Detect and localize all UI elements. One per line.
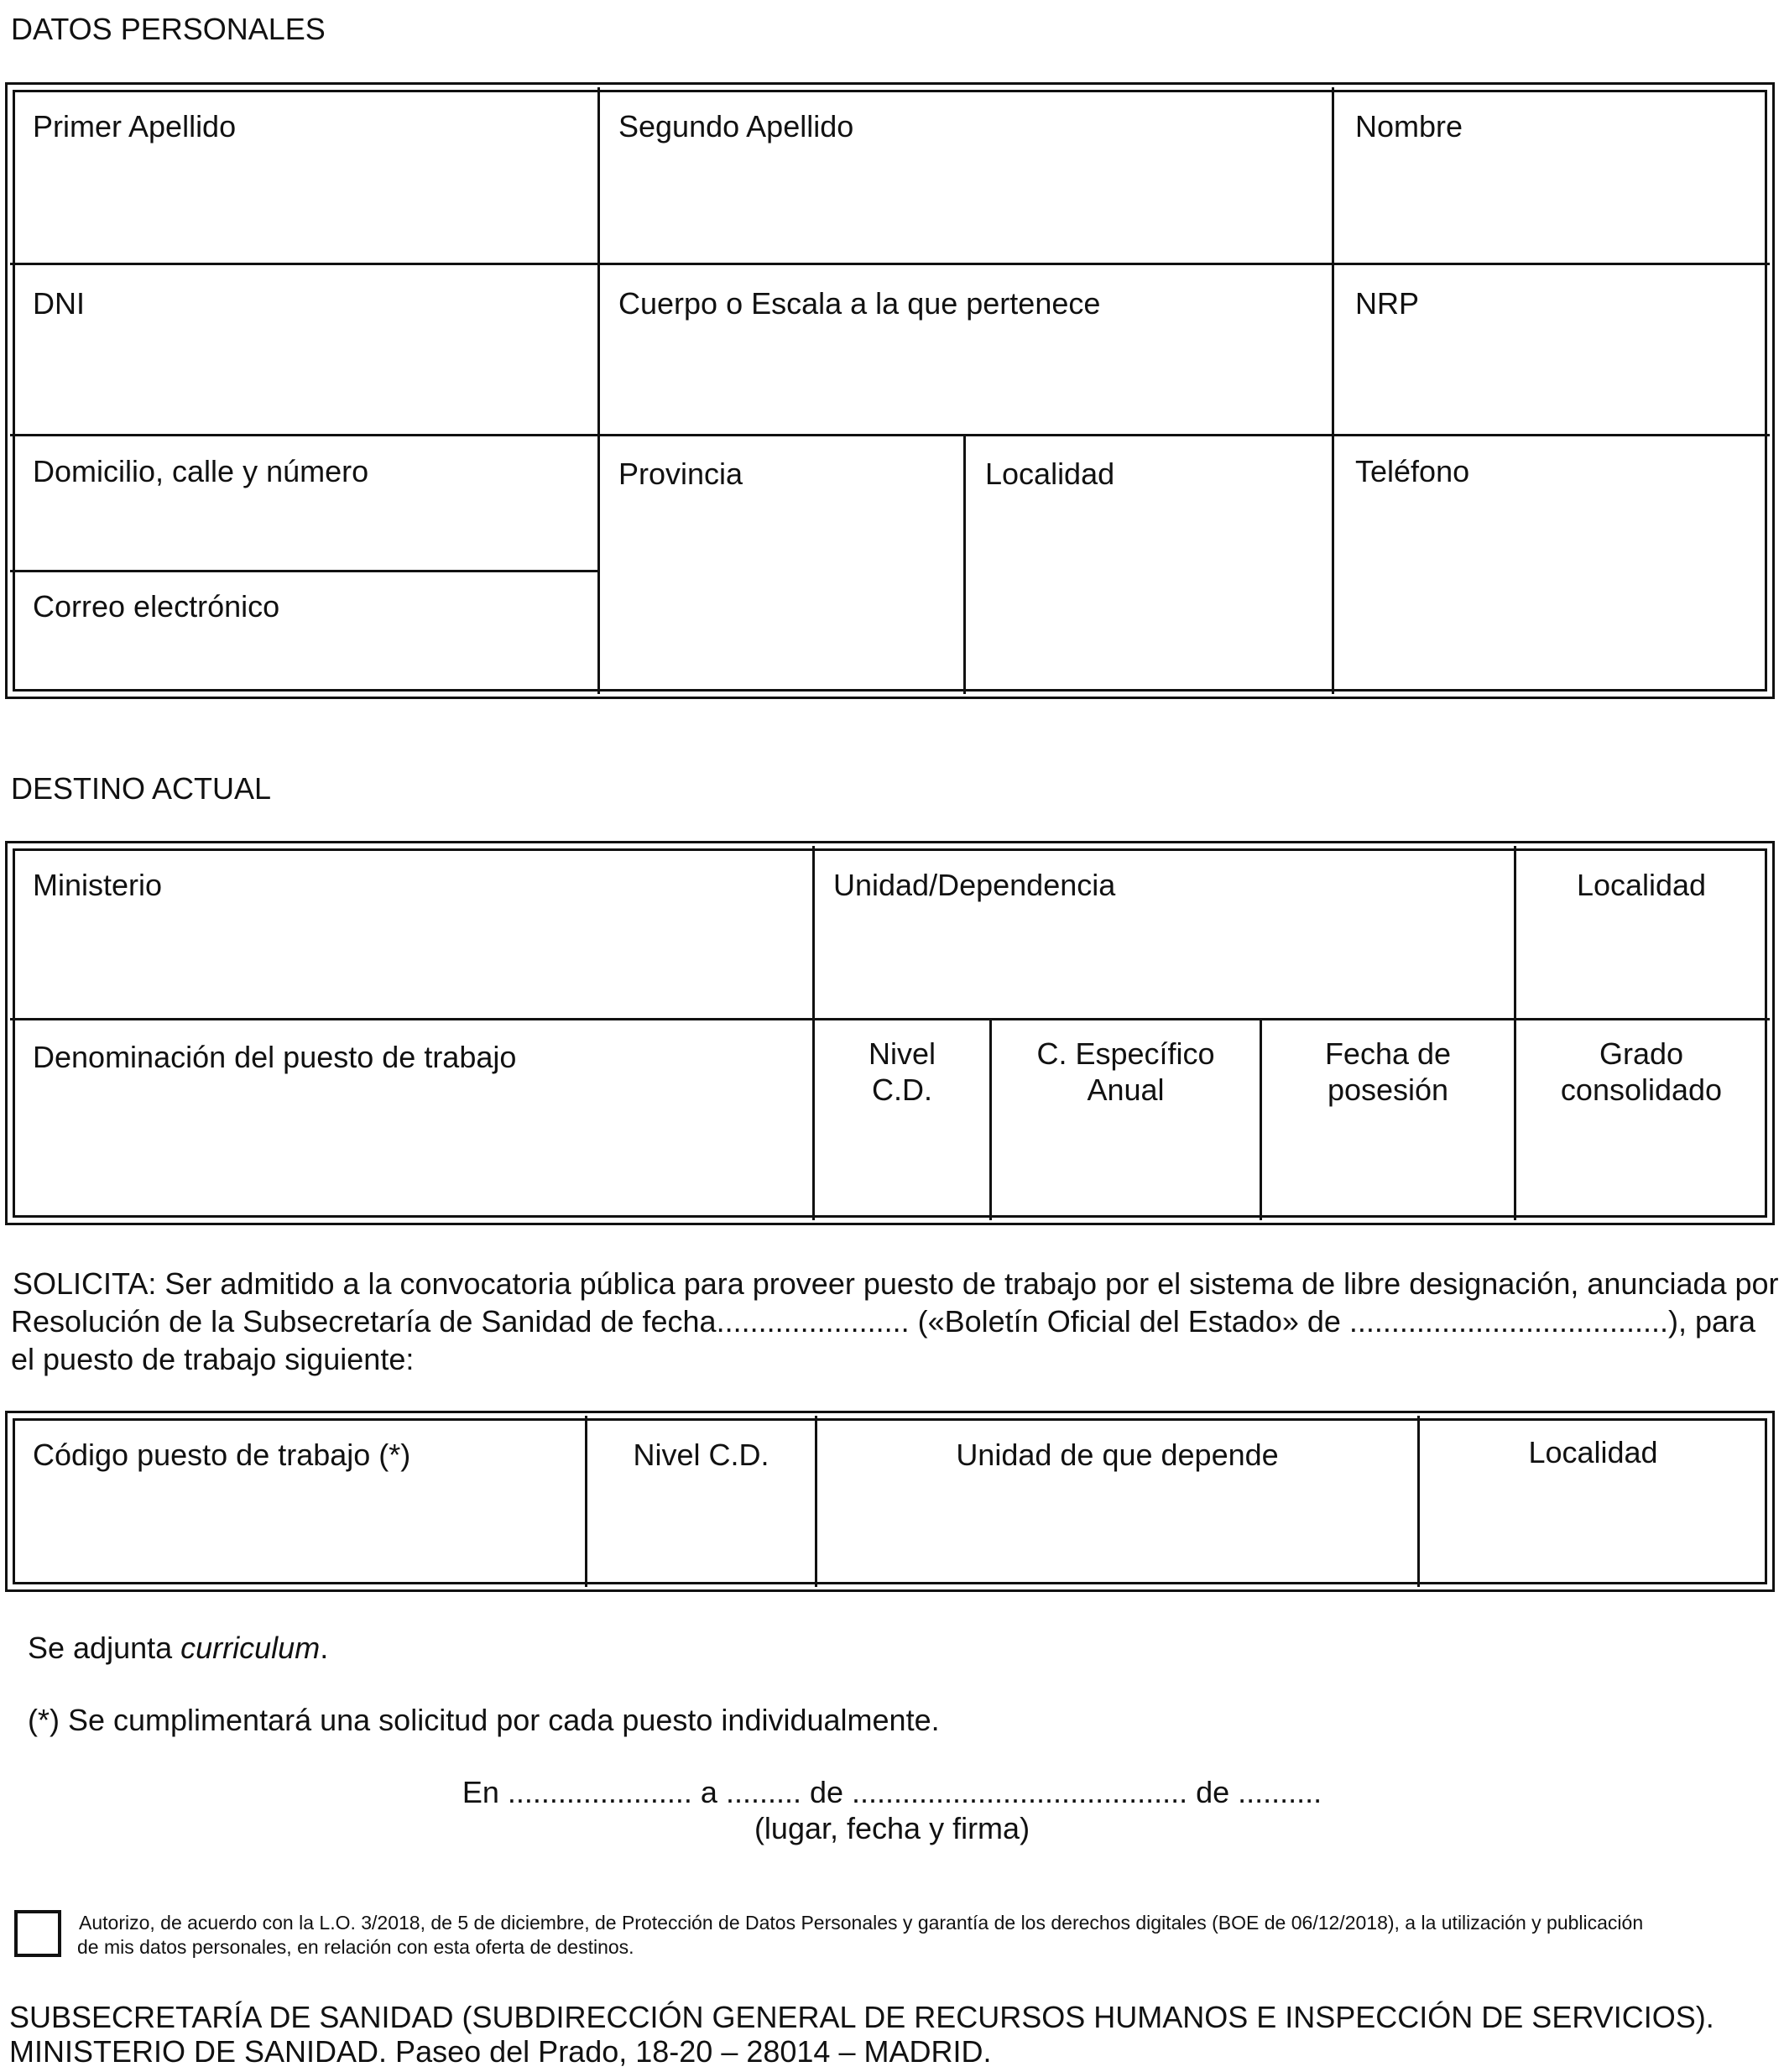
segundo-apellido-label: Segundo Apellido (618, 109, 854, 144)
cuerpo-escala-label: Cuerpo o Escala a la que pertenece (618, 286, 1101, 321)
nivel-label-line2: C.D. (872, 1073, 932, 1107)
localidad-label: Localidad (985, 457, 1115, 491)
codigo-puesto-label: Código puesto de trabajo (*) (33, 1438, 411, 1472)
datos-personales-heading: DATOS PERSONALES (11, 12, 326, 46)
nombre-label: Nombre (1355, 109, 1463, 144)
domicilio-label: Domicilio, calle y número (33, 454, 369, 488)
consent-checkbox[interactable] (14, 1910, 61, 1957)
puesto-localidad-label: Localidad (1528, 1435, 1658, 1469)
solicita-line1: SOLICITA: Ser admitido a la convocatoria pública para proveer puesto de trabajo por el sistema de libre designación, anunciada por (13, 1266, 1779, 1301)
dni-field[interactable] (13, 265, 597, 434)
lugar-fecha-firma-caption: (lugar, fecha y firma) (754, 1811, 1030, 1845)
footer-line1: SUBSECRETARÍA DE SANIDAD (SUBDIRECCIÓN GENERAL DE RECURSOS HUMANOS E INSPECCIÓN DE SERVICIOS). (9, 2000, 1714, 2034)
puesto-nivel-cd-label: Nivel C.D. (633, 1438, 769, 1472)
adjunta-curriculum-note: Se adjunta curriculum. (28, 1631, 329, 1665)
consent-text-line2: de mis datos personales, en relación con esta oferta de destinos. (77, 1936, 634, 1958)
solicita-line2: Resolución de la Subsecretaría de Sanidad de fecha....................... («Boletín Oficial del Estado» de ......................................), para (11, 1304, 1756, 1339)
nrp-label: NRP (1355, 286, 1420, 321)
ministerio-label: Ministerio (33, 868, 163, 902)
fecha-label-line1: Fecha de (1324, 1036, 1452, 1071)
solicita-line3: el puesto de trabajo siguiente: (11, 1342, 415, 1376)
unidad-dependencia-label: Unidad/Dependencia (833, 868, 1116, 902)
lugar-fecha-line: En ...................... a ......... de ........................................ de .......... (462, 1775, 1322, 1809)
grado-label-line1: Grado (1599, 1036, 1684, 1071)
destino-localidad-label: Localidad (1576, 868, 1707, 902)
destino-actual-heading: DESTINO ACTUAL (11, 771, 272, 806)
nivel-label-line1: Nivel (868, 1036, 936, 1071)
especifico-label-line1: C. Específico (1036, 1036, 1215, 1071)
denominacion-puesto-label: Denominación del puesto de trabajo (33, 1040, 517, 1074)
telefono-label: Teléfono (1355, 454, 1470, 488)
fecha-label-line2: posesión (1327, 1073, 1449, 1107)
grado-label-line2: consolidado (1560, 1073, 1723, 1107)
consent-text-line1: Autorizo, de acuerdo con la L.O. 3/2018, de 5 de diciembre, de Protección de Datos Personales y garantía de los derechos digitales (BOE de 06/12/2018), a la utilización y publicación (79, 1912, 1644, 1934)
especifico-label-line2: Anual (1087, 1073, 1165, 1107)
asterisk-note: (*) Se cumplimentará una solicitud por cada puesto individualmente. (28, 1703, 940, 1737)
dni-label: DNI (33, 286, 85, 321)
unidad-depende-label: Unidad de que depende (956, 1438, 1279, 1472)
provincia-label: Provincia (618, 457, 743, 491)
primer-apellido-label: Primer Apellido (33, 109, 237, 144)
footer-line2: MINISTERIO DE SANIDAD. Paseo del Prado, 18-20 – 28014 – MADRID. (9, 2034, 992, 2069)
correo-electronico-label: Correo electrónico (33, 589, 280, 624)
